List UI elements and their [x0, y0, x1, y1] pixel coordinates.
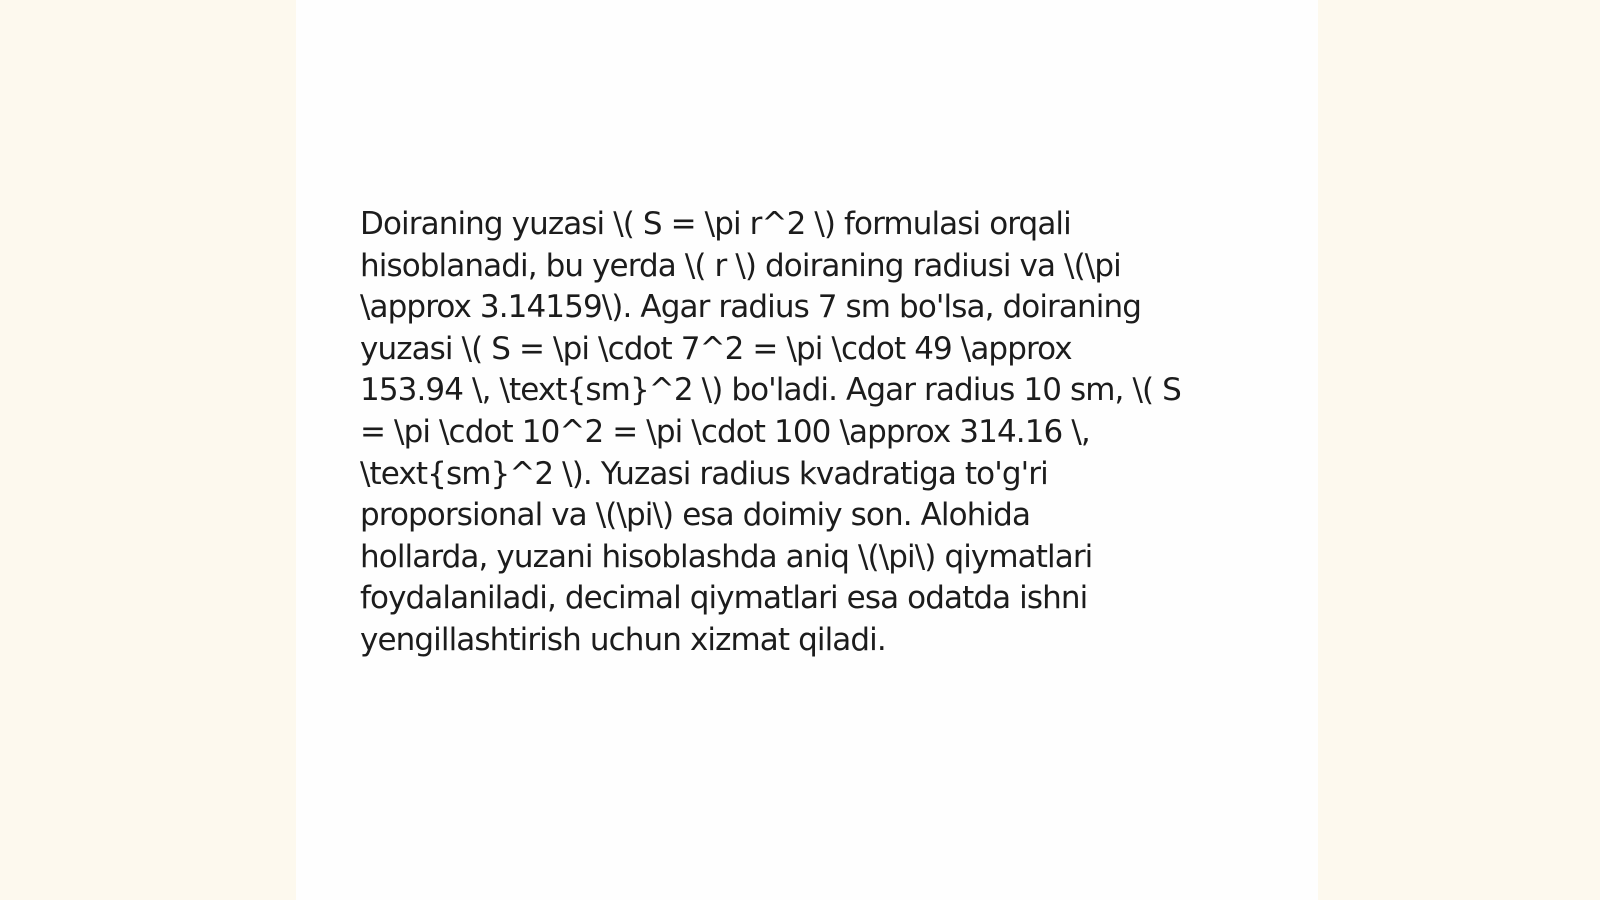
paragraph-line: yuzasi \( S = \pi \cdot 7^2 = \pi \cdot 49 \approx	[360, 330, 1072, 367]
paragraph-line: Doiraning yuzasi \( S = \pi r^2 \) formulasi orqali	[360, 206, 1071, 242]
body-paragraph	[360, 204, 1240, 662]
paragraph-line: yengillashtirish uchun xizmat qiladi.	[360, 621, 886, 658]
paragraph-line: proporsional va \(\pi\) esa doimiy son. Alohida	[360, 497, 1031, 534]
paragraph-line: 153.94 \, \text{sm}^2 \) bo'ladi. Agar radius 10 sm, \( S	[360, 372, 1181, 409]
paragraph-line: \approx 3.14159\). Agar radius 7 sm bo'lsa, doiraning	[360, 289, 1141, 326]
paragraph-line: hollarda, yuzani hisoblashda aniq \(\pi\) qiymatlari	[360, 538, 1093, 575]
document-page	[296, 0, 1318, 900]
paragraph-line: = \pi \cdot 10^2 = \pi \cdot 100 \approx 314.16 \,	[360, 413, 1090, 450]
paragraph-line: \text{sm}^2 \). Yuzasi radius kvadratiga to'g'ri	[360, 455, 1048, 492]
paragraph-line: foydalaniladi, decimal qiymatlari esa odatda ishni	[360, 580, 1088, 617]
paragraph-line: hisoblanadi, bu yerda \( r \) doiraning radiusi va \(\pi	[360, 247, 1121, 284]
